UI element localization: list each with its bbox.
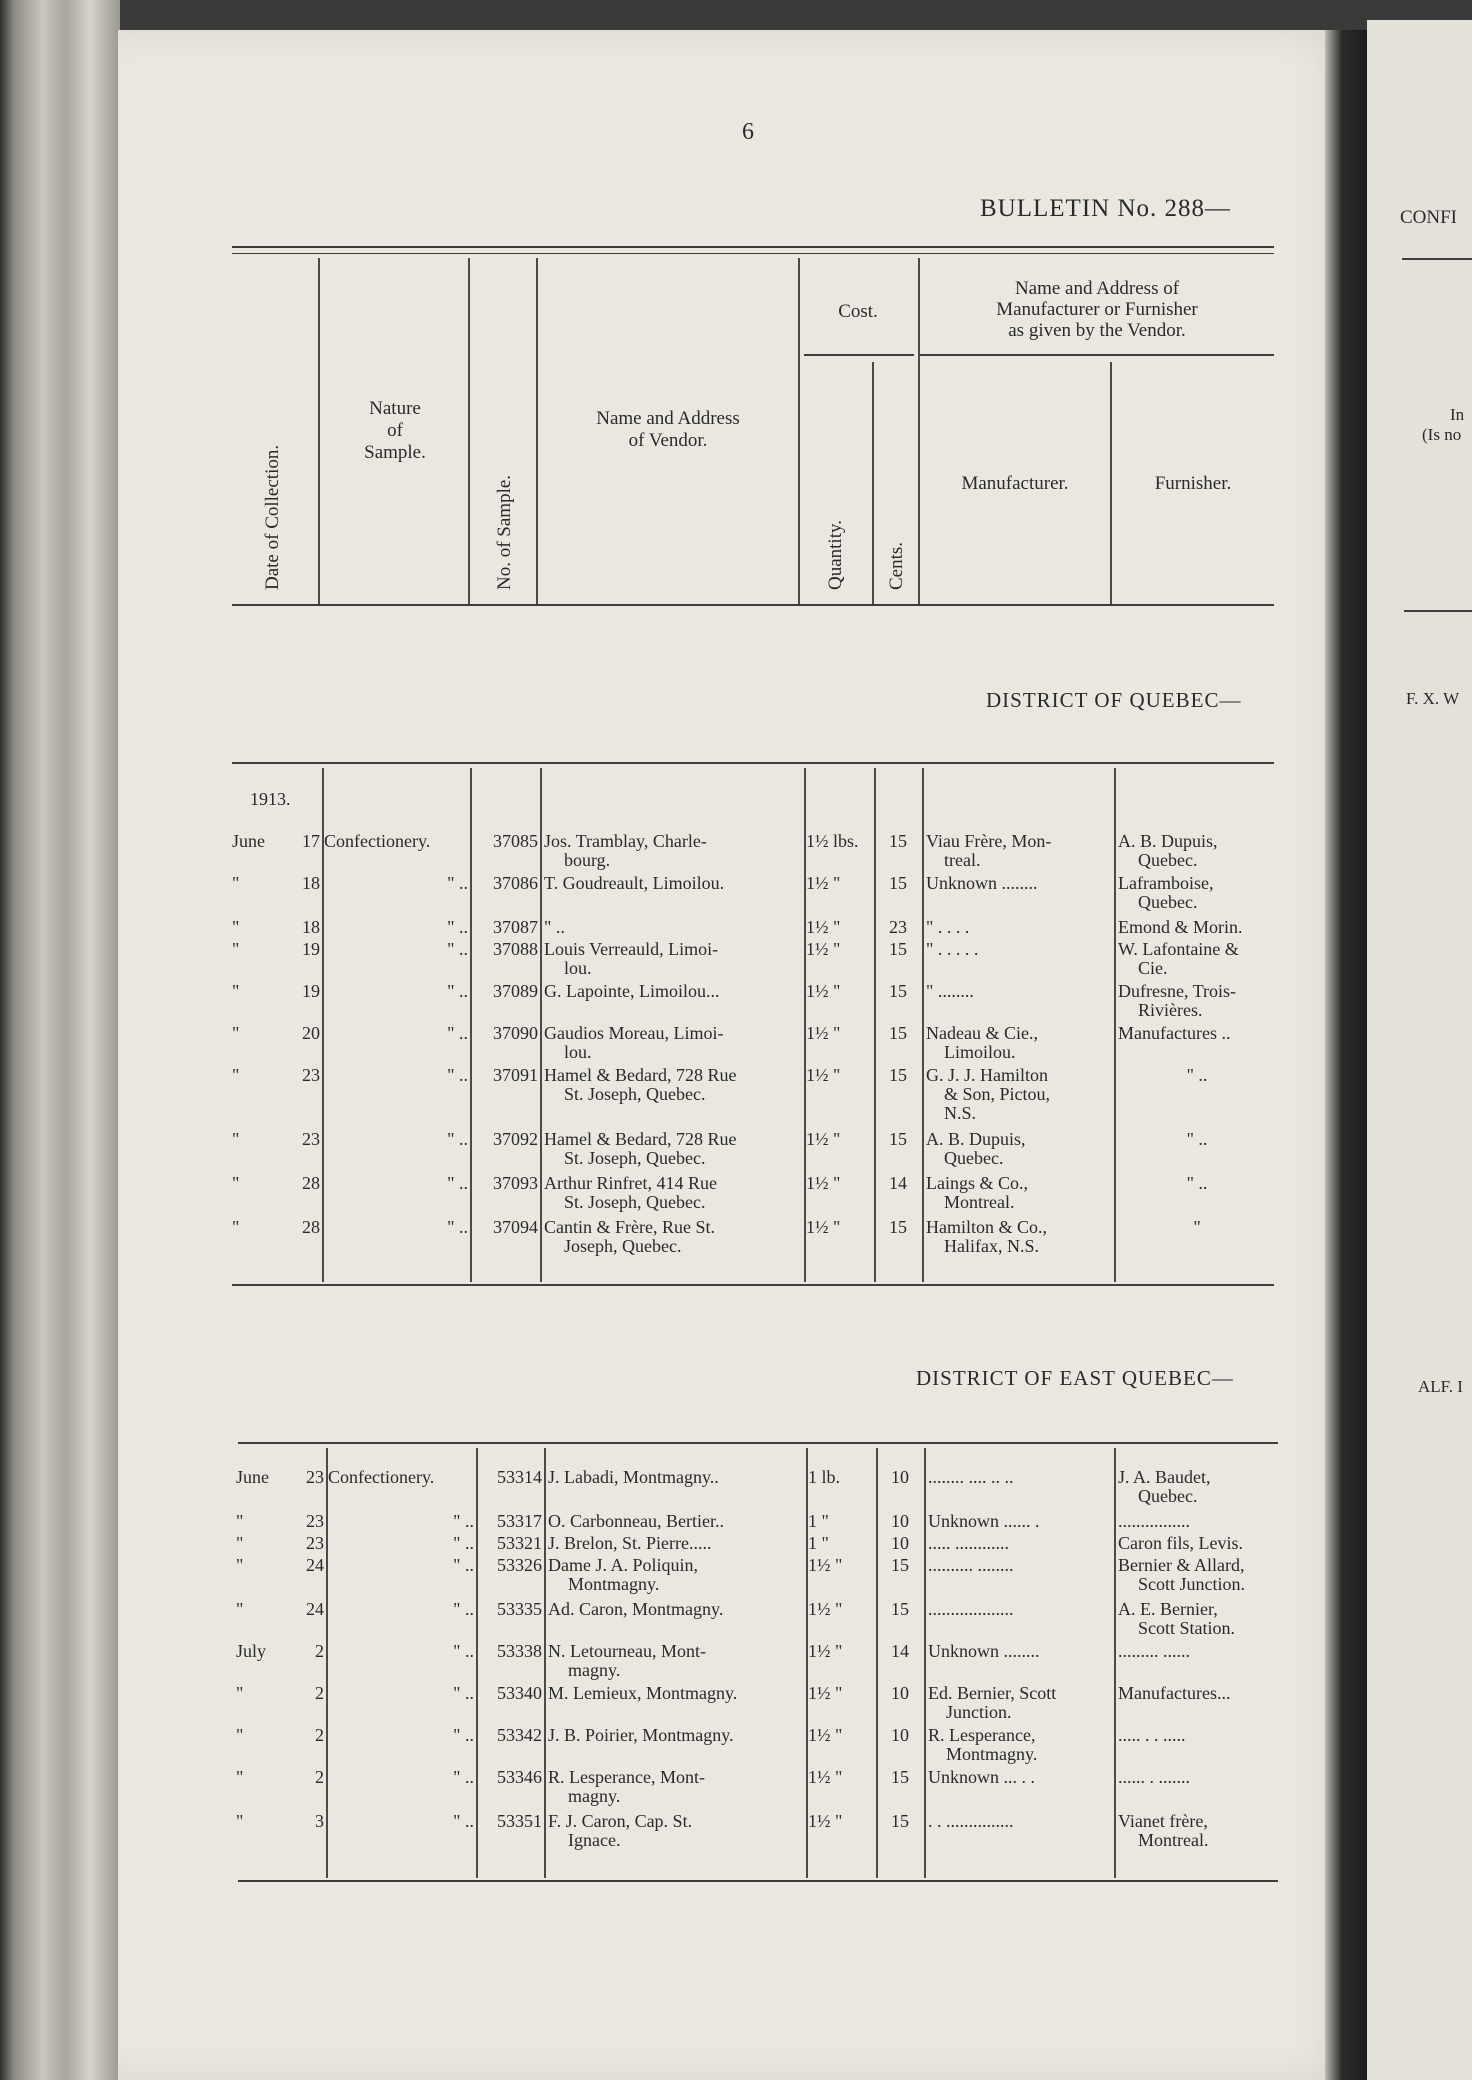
cell-manufacturer: R. Lesperance, xyxy=(928,1725,1036,1745)
cell-sample-no: 53342 xyxy=(497,1725,542,1745)
cell-sample-no: 37088 xyxy=(493,939,538,959)
cell-furnisher: Quebec. xyxy=(1138,892,1198,912)
section2-bottom-rule xyxy=(238,1880,1278,1882)
header-nature-line: of xyxy=(387,420,403,441)
cell-cents: 10 xyxy=(891,1533,909,1553)
cell-furnisher: Manufactures... xyxy=(1118,1683,1231,1703)
cell-month: June xyxy=(236,1467,269,1487)
cell-nature: Confectionery. xyxy=(324,831,431,851)
body-vline xyxy=(540,768,542,1282)
cell-quantity: 1½ " xyxy=(808,1811,843,1831)
cell-manufacturer: Ed. Bernier, Scott xyxy=(928,1683,1057,1703)
cell-nature: " .. xyxy=(447,1217,468,1237)
cell-month: June xyxy=(232,831,265,851)
cell-nature: " .. xyxy=(453,1683,474,1703)
header-cost: Cost. xyxy=(838,301,878,322)
cell-furnisher: A. E. Bernier, xyxy=(1118,1599,1218,1619)
cell-cents: 14 xyxy=(889,1173,907,1193)
cell-month: " xyxy=(236,1683,244,1703)
cell-manufacturer: Halifax, N.S. xyxy=(944,1236,1039,1256)
cell-manufacturer: " . . . . . xyxy=(926,939,979,959)
cell-manufacturer: Hamilton & Co., xyxy=(926,1217,1047,1237)
cell-vendor: Gaudios Moreau, Limoi- xyxy=(544,1023,724,1043)
cell-quantity: 1½ " xyxy=(808,1683,843,1703)
cell-furnisher: Emond & Morin. xyxy=(1118,917,1243,937)
cell-quantity: 1½ " xyxy=(808,1641,843,1661)
cell-quantity: 1½ " xyxy=(806,873,841,893)
cell-quantity: 1½ " xyxy=(808,1599,843,1619)
cell-vendor: St. Joseph, Quebec. xyxy=(564,1148,706,1168)
header-manfurn-line: Name and Address of xyxy=(1014,278,1180,299)
header-top-rule-thin xyxy=(232,253,1274,254)
right-page-in: In xyxy=(1450,405,1465,424)
cell-day: 23 xyxy=(306,1511,324,1531)
cell-cents: 15 xyxy=(889,1023,907,1043)
cell-quantity: 1 " xyxy=(808,1533,829,1553)
book-spine xyxy=(0,0,120,2080)
cell-cents: 15 xyxy=(889,939,907,959)
cell-nature: " .. xyxy=(447,873,468,893)
cell-nature: " .. xyxy=(453,1555,474,1575)
cell-cents: 10 xyxy=(891,1725,909,1745)
cell-furnisher: " xyxy=(1193,1217,1201,1237)
cell-cents: 15 xyxy=(889,873,907,893)
cell-furnisher: " .. xyxy=(1186,1065,1208,1085)
cell-nature: " .. xyxy=(447,981,468,1001)
cell-vendor: O. Carbonneau, Bertier.. xyxy=(548,1511,724,1531)
right-page-fx: F. X. W xyxy=(1406,689,1460,708)
cell-furnisher: Cie. xyxy=(1138,958,1168,978)
cell-sample-no: 53326 xyxy=(497,1555,542,1575)
cell-furnisher: Bernier & Allard, xyxy=(1118,1555,1245,1575)
cell-cents: 15 xyxy=(889,1129,907,1149)
cell-manufacturer: " . . . . xyxy=(926,917,970,937)
cell-vendor: Hamel & Bedard, 728 Rue xyxy=(544,1065,737,1085)
section-east-quebec-title: DISTRICT OF EAST QUEBEC— xyxy=(916,1366,1234,1390)
cell-cents: 15 xyxy=(891,1599,909,1619)
cell-month: " xyxy=(236,1555,244,1575)
cell-quantity: 1½ " xyxy=(806,917,841,937)
running-head: BULLETIN No. 288— xyxy=(980,195,1231,222)
cell-manufacturer: Viau Frère, Mon- xyxy=(926,831,1052,851)
cell-sample-no: 53338 xyxy=(497,1641,542,1661)
cell-manufacturer: Quebec. xyxy=(944,1148,1004,1168)
cell-day: 2 xyxy=(315,1767,324,1787)
cell-quantity: 1½ " xyxy=(806,1065,841,1085)
cell-sample-no: 53317 xyxy=(497,1511,542,1531)
cell-sample-no: 37087 xyxy=(493,917,538,937)
cell-vendor: Cantin & Frère, Rue St. xyxy=(544,1217,715,1237)
cell-day: 18 xyxy=(302,873,320,893)
cell-furnisher: " .. xyxy=(1186,1129,1208,1149)
cell-cents: 15 xyxy=(891,1811,909,1831)
cell-sample-no: 37093 xyxy=(493,1173,538,1193)
cell-furnisher: Dufresne, Trois- xyxy=(1118,981,1237,1001)
cell-furnisher: Scott Junction. xyxy=(1138,1574,1245,1594)
cell-sample-no: 53346 xyxy=(497,1767,542,1787)
cell-sample-no: 53321 xyxy=(497,1533,542,1553)
cell-manufacturer: Montreal. xyxy=(944,1192,1015,1212)
cell-day: 2 xyxy=(315,1725,324,1745)
body-vline xyxy=(924,1448,926,1878)
section2-top-rule xyxy=(238,1442,1278,1444)
cell-day: 2 xyxy=(315,1683,324,1703)
header-manfurn xyxy=(920,278,1274,341)
cell-day: 23 xyxy=(302,1129,320,1149)
cell-vendor: J. Brelon, St. Pierre..... xyxy=(548,1533,712,1553)
cell-furnisher: Vianet frère, xyxy=(1118,1811,1208,1831)
page-number: 6 xyxy=(742,119,754,145)
cell-quantity: 1½ " xyxy=(808,1555,843,1575)
header-top-rule xyxy=(232,246,1274,248)
cell-month: " xyxy=(232,873,240,893)
header-vendor-line: of Vendor. xyxy=(628,430,708,451)
cell-manufacturer: G. J. J. Hamilton xyxy=(926,1065,1049,1085)
manfurn-subrule xyxy=(920,354,1274,356)
cell-vendor: lou. xyxy=(564,958,592,978)
cell-furnisher: ......... ...... xyxy=(1118,1641,1190,1661)
cell-sample-no: 37085 xyxy=(493,831,538,851)
cell-vendor: St. Joseph, Quebec. xyxy=(564,1192,706,1212)
cell-nature: " .. xyxy=(447,1023,468,1043)
cell-cents: 15 xyxy=(891,1555,909,1575)
cell-vendor: Ad. Caron, Montmagny. xyxy=(548,1599,724,1619)
cell-month: " xyxy=(232,1065,240,1085)
cell-quantity: 1 lb. xyxy=(808,1467,841,1487)
cell-manufacturer: .......... ........ xyxy=(928,1555,1014,1575)
header-quantity: Quantity. xyxy=(825,519,846,590)
cell-day: 24 xyxy=(306,1555,324,1575)
cell-manufacturer: Unknown ........ xyxy=(928,1641,1040,1661)
cell-manufacturer: Limoilou. xyxy=(944,1042,1016,1062)
section1-bottom-rule xyxy=(232,1284,1274,1286)
header-nature-line: Nature xyxy=(369,398,421,419)
cell-vendor: Louis Verreauld, Limoi- xyxy=(544,939,719,959)
cell-manufacturer: " ........ xyxy=(926,981,974,1001)
cell-vendor: N. Letourneau, Mont- xyxy=(548,1641,706,1661)
cell-month: " xyxy=(232,1217,240,1237)
cell-month: July xyxy=(236,1641,267,1661)
cell-vendor: T. Goudreault, Limoilou. xyxy=(544,873,725,893)
cell-vendor: F. J. Caron, Cap. St. xyxy=(548,1811,693,1831)
cell-nature: Confectionery. xyxy=(328,1467,435,1487)
cell-nature: " .. xyxy=(453,1811,474,1831)
cell-manufacturer: . . ............... xyxy=(928,1811,1014,1831)
cell-furnisher: Caron fils, Levis. xyxy=(1118,1533,1243,1553)
cell-nature: " .. xyxy=(447,939,468,959)
header-nature xyxy=(330,398,460,464)
cell-quantity: 1½ " xyxy=(806,1173,841,1193)
hdr-vline xyxy=(318,258,320,604)
cell-cents: 10 xyxy=(891,1467,909,1487)
cell-vendor: M. Lemieux, Montmagny. xyxy=(548,1683,738,1703)
cell-day: 24 xyxy=(306,1599,324,1619)
right-page-head: CONFI xyxy=(1400,207,1458,228)
header-furnisher: Furnisher. xyxy=(1154,473,1232,494)
cell-cents: 15 xyxy=(891,1767,909,1787)
cell-day: 18 xyxy=(302,917,320,937)
cell-nature: " .. xyxy=(447,1065,468,1085)
cost-subrule xyxy=(804,354,914,356)
cell-day: 2 xyxy=(315,1641,324,1661)
cell-furnisher: A. B. Dupuis, xyxy=(1118,831,1218,851)
cell-furnisher: Scott Station. xyxy=(1138,1618,1236,1638)
cell-month: " xyxy=(236,1533,244,1553)
book-gutter xyxy=(1325,30,1367,2080)
cell-furnisher: Rivières. xyxy=(1138,1000,1203,1020)
cell-sample-no: 37089 xyxy=(493,981,538,1001)
cell-month: " xyxy=(232,1129,240,1149)
cell-month: " xyxy=(236,1725,244,1745)
cell-quantity: 1½ " xyxy=(808,1725,843,1745)
header-manfurn-line: Manufacturer or Furnisher xyxy=(996,299,1198,320)
cell-manufacturer: Unknown ........ xyxy=(926,873,1038,893)
cell-day: 19 xyxy=(302,981,320,1001)
cell-manufacturer: treal. xyxy=(944,850,981,870)
cell-vendor: Dame J. A. Poliquin, xyxy=(548,1555,699,1575)
year-label: 1913. xyxy=(250,789,291,809)
cell-cents: 14 xyxy=(891,1641,909,1661)
cell-furnisher: Laframboise, xyxy=(1118,873,1214,893)
cell-vendor: J. B. Poirier, Montmagny. xyxy=(548,1725,734,1745)
right-page-isno: (Is no xyxy=(1422,425,1462,444)
cell-manufacturer: Laings & Co., xyxy=(926,1173,1028,1193)
cell-nature: " .. xyxy=(447,1173,468,1193)
header-vendor-line: Name and Address xyxy=(596,408,740,429)
header-cents: Cents. xyxy=(886,541,907,590)
cell-vendor: J. Labadi, Montmagny.. xyxy=(548,1467,719,1487)
cell-nature: " .. xyxy=(453,1599,474,1619)
right-page-rule-2 xyxy=(1404,610,1472,612)
cell-vendor: " .. xyxy=(544,917,565,937)
cell-vendor: Arthur Rinfret, 414 Rue xyxy=(544,1173,717,1193)
cell-cents: 23 xyxy=(889,917,907,937)
cell-manufacturer: Montmagny. xyxy=(946,1744,1038,1764)
cell-month: " xyxy=(236,1811,244,1831)
header-manufacturer: Manufacturer. xyxy=(961,473,1069,494)
section-quebec-title: DISTRICT OF QUEBEC— xyxy=(986,688,1242,712)
cell-manufacturer: N.S. xyxy=(944,1103,977,1123)
cell-sample-no: 53314 xyxy=(497,1467,542,1487)
cell-nature: " .. xyxy=(453,1725,474,1745)
cell-manufacturer: Unknown ...... . xyxy=(928,1511,1040,1531)
cell-day: 28 xyxy=(302,1217,320,1237)
cell-nature: " .. xyxy=(453,1533,474,1553)
cell-sample-no: 37091 xyxy=(493,1065,538,1085)
cell-manufacturer: Unknown ... . . xyxy=(928,1767,1035,1787)
cell-month: " xyxy=(236,1511,244,1531)
hdr-vline xyxy=(468,258,470,604)
cell-nature: " .. xyxy=(453,1511,474,1531)
cell-manufacturer: & Son, Pictou, xyxy=(944,1084,1051,1104)
hdr-vline xyxy=(536,258,538,604)
cell-manufacturer: ................... xyxy=(928,1599,1014,1619)
cell-furnisher: ..... . . ..... xyxy=(1118,1725,1186,1745)
cell-nature: " .. xyxy=(453,1641,474,1661)
cell-day: 23 xyxy=(306,1467,324,1487)
cell-vendor: Hamel & Bedard, 728 Rue xyxy=(544,1129,737,1149)
cell-day: 23 xyxy=(306,1533,324,1553)
cell-cents: 15 xyxy=(889,831,907,851)
cell-quantity: 1½ " xyxy=(806,981,841,1001)
header-vendor xyxy=(545,408,791,452)
cell-vendor: magny. xyxy=(568,1660,621,1680)
right-page-alf: ALF. I xyxy=(1418,1377,1463,1396)
cell-nature: " .. xyxy=(453,1767,474,1787)
cell-vendor: Joseph, Quebec. xyxy=(564,1236,682,1256)
cell-sample-no: 37092 xyxy=(493,1129,538,1149)
cell-cents: 15 xyxy=(889,1217,907,1237)
cell-furnisher: ................ xyxy=(1118,1511,1190,1531)
body-vline xyxy=(544,1448,546,1878)
cell-vendor: St. Joseph, Quebec. xyxy=(564,1084,706,1104)
cell-quantity: 1½ " xyxy=(806,1129,841,1149)
body-vline xyxy=(1114,1448,1116,1878)
cell-quantity: 1½ lbs. xyxy=(806,831,859,851)
right-page-rule xyxy=(1402,258,1472,260)
cell-furnisher: Manufactures .. xyxy=(1118,1023,1231,1043)
cell-vendor: bourg. xyxy=(564,850,611,870)
cell-sample-no: 37086 xyxy=(493,873,538,893)
cell-quantity: 1 " xyxy=(808,1511,829,1531)
cell-cents: 15 xyxy=(889,1065,907,1085)
cell-vendor: G. Lapointe, Limoilou... xyxy=(544,981,720,1001)
section1-top-rule xyxy=(232,762,1274,764)
cell-manufacturer: Nadeau & Cie., xyxy=(926,1023,1038,1043)
cell-quantity: 1½ " xyxy=(808,1767,843,1787)
cell-sample-no: 53335 xyxy=(497,1599,542,1619)
body-vline xyxy=(1114,768,1116,1282)
cell-month: " xyxy=(232,917,240,937)
cell-day: 3 xyxy=(315,1811,324,1831)
header-bottom-rule xyxy=(232,604,1274,606)
body-vline xyxy=(922,768,924,1282)
cell-manufacturer: ..... ............ xyxy=(928,1533,1009,1553)
cell-month: " xyxy=(236,1767,244,1787)
cell-day: 20 xyxy=(302,1023,320,1043)
cell-vendor: lou. xyxy=(564,1042,592,1062)
cell-furnisher: W. Lafontaine & xyxy=(1118,939,1239,959)
cell-sample-no: 53351 xyxy=(497,1811,542,1831)
cell-month: " xyxy=(232,981,240,1001)
cell-cents: 10 xyxy=(891,1683,909,1703)
cell-month: " xyxy=(232,1023,240,1043)
cell-quantity: 1½ " xyxy=(806,939,841,959)
cell-day: 17 xyxy=(302,831,320,851)
cell-quantity: 1½ " xyxy=(806,1217,841,1237)
cell-manufacturer: ........ .... .. .. xyxy=(928,1467,1014,1487)
cell-month: " xyxy=(232,1173,240,1193)
cell-nature: " .. xyxy=(447,1129,468,1149)
cell-furnisher: Quebec. xyxy=(1138,1486,1198,1506)
hdr-vline xyxy=(872,362,874,604)
cell-month: " xyxy=(236,1599,244,1619)
header-nature-line: Sample. xyxy=(364,442,426,463)
cell-vendor: Ignace. xyxy=(568,1830,621,1850)
header-manfurn-line: as given by the Vendor. xyxy=(1008,320,1186,341)
cell-day: 19 xyxy=(302,939,320,959)
cell-furnisher: ...... . ....... xyxy=(1118,1767,1190,1787)
cell-furnisher: Quebec. xyxy=(1138,850,1198,870)
cell-nature: " .. xyxy=(447,917,468,937)
cell-month: " xyxy=(232,939,240,959)
cell-day: 23 xyxy=(302,1065,320,1085)
cell-sample-no: 37090 xyxy=(493,1023,538,1043)
cell-vendor: Jos. Tramblay, Charle- xyxy=(544,831,707,851)
cell-vendor: magny. xyxy=(568,1786,621,1806)
header-no: No. of Sample. xyxy=(494,474,515,590)
cell-manufacturer: Junction. xyxy=(946,1702,1012,1722)
cell-sample-no: 53340 xyxy=(497,1683,542,1703)
cell-vendor: R. Lesperance, Mont- xyxy=(548,1767,705,1787)
cell-day: 28 xyxy=(302,1173,320,1193)
cell-quantity: 1½ " xyxy=(806,1023,841,1043)
cell-furnisher: " .. xyxy=(1186,1173,1208,1193)
cell-cents: 10 xyxy=(891,1511,909,1531)
cell-sample-no: 37094 xyxy=(493,1217,538,1237)
cell-manufacturer: A. B. Dupuis, xyxy=(926,1129,1026,1149)
cell-furnisher: J. A. Baudet, xyxy=(1118,1467,1211,1487)
cell-furnisher: Montreal. xyxy=(1138,1830,1209,1850)
cell-vendor: Montmagny. xyxy=(568,1574,660,1594)
cell-cents: 15 xyxy=(889,981,907,1001)
right-page-edge xyxy=(1367,20,1472,2080)
header-date: Date of Collection. xyxy=(262,444,283,590)
